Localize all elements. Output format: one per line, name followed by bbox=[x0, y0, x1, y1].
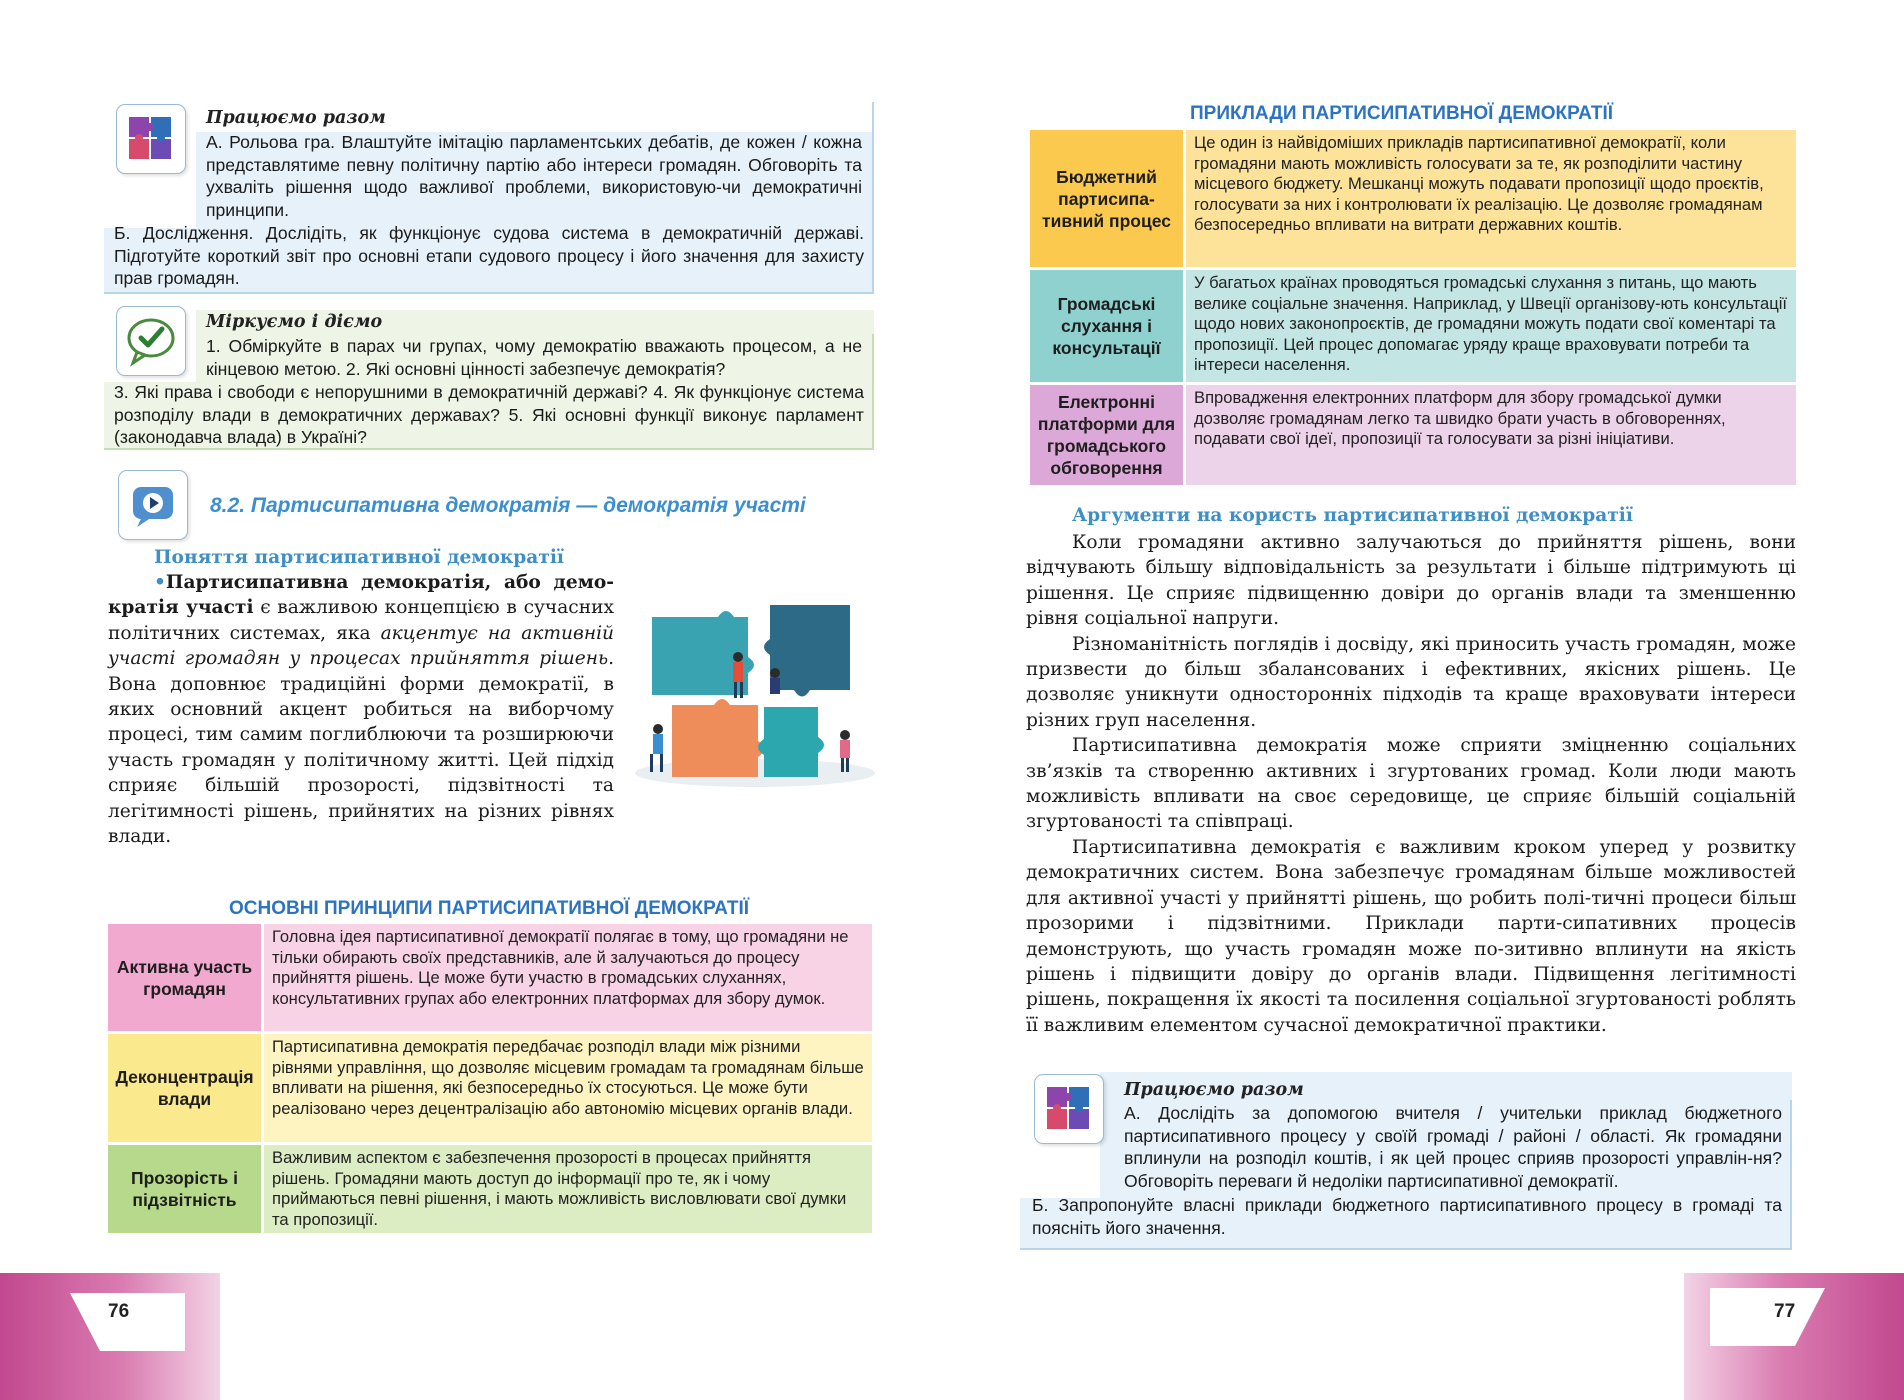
box-task-a: А. Рольова гра. Влаштуйте імітацію парламентських дебатів, де кожен / кожна представлятиме певну політичну партію або інтереси громадян. Обговоріть та ухваліть рішення щодо важливої проблеми, використовую-чи демократичні принципи. bbox=[206, 132, 862, 220]
box-task-a: 1. Обміркуйте в парах чи групах, чому демократію вважають процесом, а не кінцевою метою. 2. Які основні цінності забезпечує демократія? bbox=[206, 336, 862, 379]
row-description: Важливим аспектом є забезпечення прозорості в процесах прийняття рішень. Громадяни мають доступ до інформації про те, як і чому приймаються певні рішення, і мають можливість висловлювати свої думки та пропозиції. bbox=[264, 1145, 872, 1233]
row-description: У багатьох країнах проводяться громадські слухання з питань, що мають велике соціальне значення. Наприклад, у Швеції організову-ють консультації щодо нових законопроєктів, де громадяни можуть подати свої коментарі та пропозиції. Цей процес допомагає уряду краще враховувати потреби та інтереси населення. bbox=[1186, 270, 1796, 382]
box-task-a: А. Дослідіть за допомогою вчителя / учительки приклад бюджетного партисипативного процесу у своїй громаді / районі / області. Як громадяни вплинули на розподіл коштів, і як цей процес сприяв прозорості управлін-ня? Обговоріть переваги й недоліки партисипативної демократії. bbox=[1124, 1103, 1782, 1191]
puzzle-illustration bbox=[630, 595, 880, 790]
arguments-text bbox=[1026, 530, 1796, 1038]
paragraph: Партисипативна демократія є важливим кроком уперед у розвитку демократичних систем. Вона забезпечує громадянам більше можливостей для активної участі у прийнятті рішень, що робить полі-тичні процеси більш прозорими і підзвітними. Приклади парти-сипативних процесів демонструють, що участь громадян може по-зитивно вплинути на якість рішень і підвищити довіру до органів влади. Підвищення легітимності рішень, покращення їх якості та посилення соціальної згуртованості роблять її важливим елементом сучасної демократичної практики. bbox=[1026, 836, 1796, 1036]
puzzle-icon bbox=[116, 104, 186, 174]
row-label: Деконцентрація влади bbox=[108, 1034, 261, 1142]
row-label: Бюджетний партисипа-тивний процес bbox=[1030, 130, 1183, 267]
box-task-b: Б. Дослідження. Дослідіть, як функціонує судова система в демократичній державі. Підготуйте короткий звіт про основні етапи судового процесу і його значення для захисту прав громадян. bbox=[114, 223, 864, 289]
table-row bbox=[108, 1145, 872, 1233]
box-title: Працюємо разом bbox=[1124, 1080, 1304, 1100]
emphasis: акцентує на активній участі громадян у процесах прийняття рішень bbox=[108, 622, 615, 670]
row-label: Громадські слухання і консультації bbox=[1030, 270, 1183, 382]
checkmark-chat-icon bbox=[116, 306, 186, 376]
principles-table-title: ОСНОВНІ ПРИНЦИПИ ПАРТИСИПАТИВНОЇ ДЕМОКРАТІЇ bbox=[228, 898, 750, 919]
examples-table-title: ПРИКЛАДИ ПАРТИСИПАТИВНОЇ ДЕМОКРАТІЇ bbox=[1190, 103, 1614, 124]
subheading-arguments: Аргументи на користь партисипативної демократії bbox=[1072, 505, 1633, 526]
bullet: • bbox=[154, 572, 166, 593]
table-row bbox=[1030, 385, 1796, 485]
row-description: Впровадження електронних платформ для збору громадської думки дозволяє громадянам легко та швидко брати участь в обговореннях, подавати свої ідеї, пропозиції та голосувати за різні ініціативи. bbox=[1186, 385, 1796, 485]
paragraph: Коли громадяни активно залучаються до прийняття рішень, вони відчувають більшу відповідальність за результати і більше підтримують ці рішення. Це сприяє підвищенню довіри до органів влади та зменшенню рівня соціальної напруги. bbox=[1026, 532, 1796, 630]
table-row bbox=[108, 924, 872, 1031]
term: Партисипативна демократія, або демо-кратія участі bbox=[108, 572, 614, 619]
box-task-b: 3. Які права і свободи є непорушними в демократичній державі? 4. Як функціонує система розподілу влади в демократичних державах? 5. Які основні функції виконує парламент (законодавча влада) в Україні? bbox=[114, 382, 864, 448]
row-label: Активна участь громадян bbox=[108, 924, 261, 1031]
puzzle-icon bbox=[1034, 1074, 1104, 1144]
section-title: 8.2. Партисипативна демократія — демократія участі bbox=[210, 494, 806, 517]
page-number-right: 77 bbox=[1774, 1301, 1796, 1322]
paragraph: Різноманітність поглядів і досвіду, які приносить участь громадян, може призвести до більш збалансованих і ефективних, якісних рішень. Це дозволяє уникнути односторонніх підходів та краще враховувати інтереси різних груп населення. bbox=[1026, 633, 1796, 731]
box-task-b: Б. Запропонуйте власні приклади бюджетного партисипативного процесу в громаді та поясніть його значення. bbox=[1032, 1195, 1782, 1238]
row-description: Головна ідея партисипативної демократії полягає в тому, що громадяни не тільки обирають своїх представників, але й залучаються до процесу прийняття рішень. Це може бути участю в громадських слуханнях, консультативних групах або електронних платформах для збору думок. bbox=[264, 924, 872, 1031]
video-play-icon[interactable] bbox=[118, 470, 188, 540]
intro-paragraph: •Партисипативна демократія, або демо-кратія участі є важливою концепцією в сучасних політичних системах, яка акцентує на активній участі громадян у процесах прийняття рішень. Вона доповнює традиційні форми демократії, в яких основний акцент робиться на виборчому процесі, тим самим поглиблюючи та розширюючи участь громадян у політичному житті. Цей підхід сприяє більшій прозорості, підзвітності та легітимності рішень, прийнятих на різних рівнях влади. bbox=[108, 572, 615, 848]
page-number-left: 76 bbox=[108, 1301, 130, 1322]
row-label: Прозорість і підзвітність bbox=[108, 1145, 261, 1233]
row-description: Партисипативна демократія передбачає розподіл влади між різними рівнями управління, що дозволяє місцевим громадам та громадянам більше впливати на рішення, які безпосередньо їх стосуються. Це може бути реалізовано через децентралізацію або автономію місцевих органів влади. bbox=[264, 1034, 872, 1142]
box-title: Міркуємо і діємо bbox=[206, 312, 383, 332]
row-label: Електронні платформи для громадського обговорення bbox=[1030, 385, 1183, 485]
table-row bbox=[1030, 130, 1796, 267]
paragraph: Партисипативна демократія може сприяти зміцненню соціальних зв’язків та створенню активних і згуртованих громад. Коли люди мають можливість впливати на своє середовище, це сприяє більшій соціальній згуртованості та співпраці. bbox=[1026, 735, 1796, 833]
table-row bbox=[1030, 270, 1796, 382]
table-row bbox=[108, 1034, 872, 1142]
row-description: Це один із найвідоміших прикладів партисипативної демократії, коли громадяни мають можливість голосувати за те, як розподілити частину місцевого бюджету. Мешканці можуть подавати пропозиції щодо проєктів, голосувати за них і контролювати їх реалізацію. Це дозволяє громадянам безпосередньо впливати на витрати державних коштів. bbox=[1186, 130, 1796, 267]
subheading: Поняття партисипативної демократії bbox=[154, 547, 564, 568]
box-title: Працюємо разом bbox=[206, 108, 386, 128]
